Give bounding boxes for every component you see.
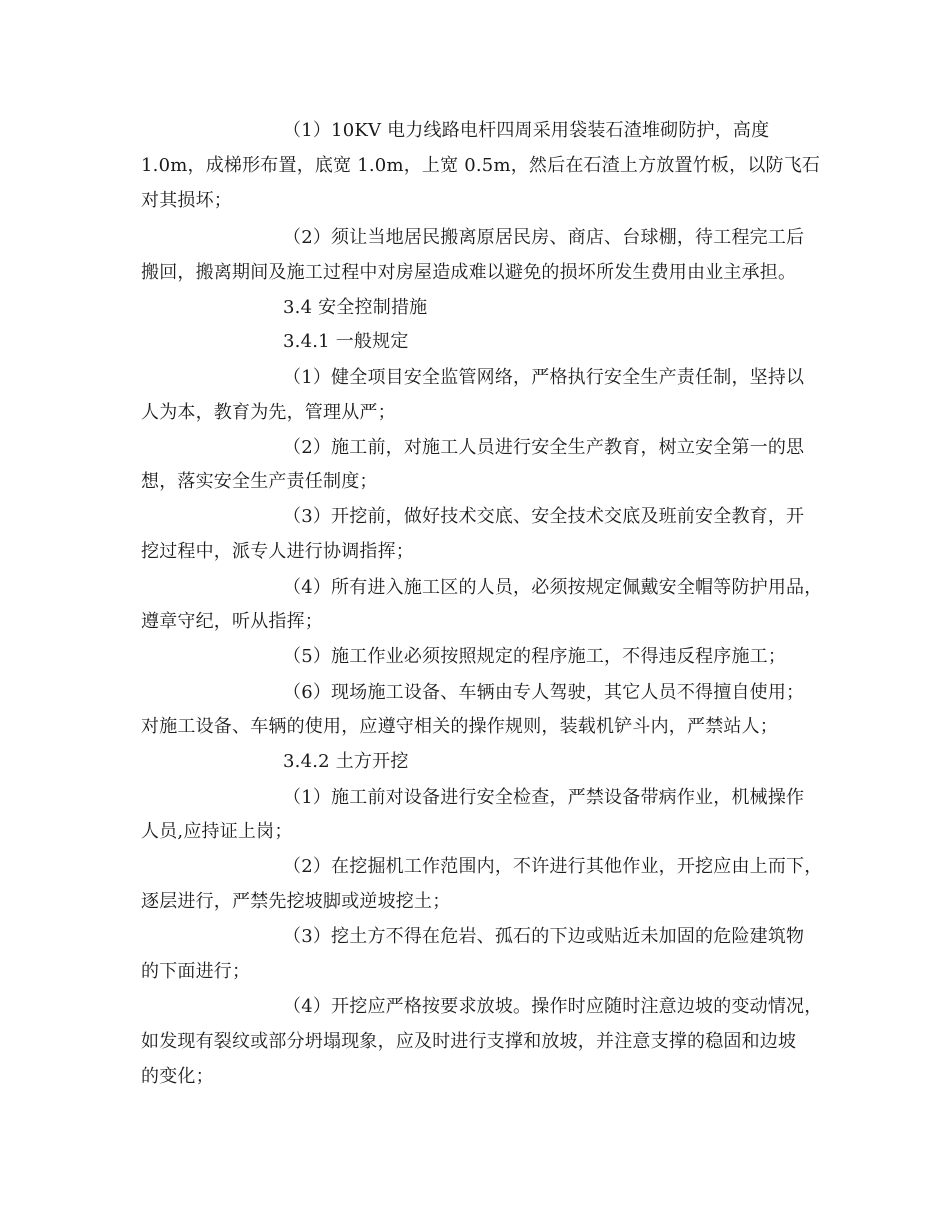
para-protection-item-2-line-2: 搬回，搬离期间及施工过程中对房屋造成难以避免的损坏所发生费用由业主承担。 — [141, 262, 797, 283]
excavation-item-3-line-1: （3）挖土方不得在危岩、孤石的下边或贴近未加固的危险建筑物 — [283, 926, 805, 947]
general-item-3-line-1: （3）开挖前，做好技术交底、安全技术交底及班前安全教育，开 — [283, 506, 805, 527]
excavation-item-1-line-1: （1）施工前对设备进行安全检查，严禁设备带病作业，机械操作 — [283, 787, 805, 808]
excavation-item-2-line-1: （2）在挖掘机工作范围内，不许进行其他作业，开挖应由上而下， — [283, 856, 823, 877]
excavation-item-4-line-2: 如发现有裂纹或部分坍塌现象，应及时进行支撑和放坡，并注意支撑的稳固和边坡 — [141, 1031, 797, 1052]
general-item-6-line-2: 对施工设备、车辆的使用，应遵守相关的操作规则，装载机铲斗内，严禁站人； — [141, 716, 778, 737]
general-item-2-line-1: （2）施工前，对施工人员进行安全生产教育，树立安全第一的思 — [283, 437, 805, 458]
para-protection-item-1-line-2: 1.0m，成梯形布置，底宽 1.0m，上宽 0.5m，然后在石渣上方放置竹板，以防飞石 — [141, 155, 821, 176]
general-item-3-line-2: 挖过程中，派专人进行协调指挥； — [141, 541, 414, 562]
para-protection-item-2-line-1: （2）须让当地居民搬离原居民房、商店、台球棚，待工程完工后 — [283, 227, 805, 248]
general-item-4-line-2: 遵章守纪，听从指挥； — [141, 611, 323, 632]
section-heading-3-4: 3.4 安全控制措施 — [283, 297, 428, 318]
excavation-item-2-line-2: 逐层进行，严禁先挖坡脚或逆坡挖土； — [141, 891, 451, 912]
para-protection-item-1-line-1: （1）10KV 电力线路电杆四周采用袋装石渣堆砌防护，高度 — [283, 120, 770, 141]
general-item-1-line-2: 人为本，教育为先，管理从严； — [141, 402, 396, 423]
excavation-item-4-line-1: （4）开挖应严格按要求放坡。操作时应随时注意边坡的变动情况， — [283, 996, 823, 1017]
section-heading-3-4-2: 3.4.2 土方开挖 — [283, 751, 409, 772]
general-item-2-line-2: 想，落实安全生产责任制度； — [141, 471, 378, 492]
general-item-4-line-1: （4）所有进入施工区的人员，必须按规定佩戴安全帽等防护用品， — [283, 577, 823, 598]
general-item-6-line-1: （6）现场施工设备、车辆由专人驾驶，其它人员不得擅自使用； — [283, 682, 805, 703]
excavation-item-4-line-3: 的变化； — [141, 1066, 214, 1087]
general-item-1-line-1: （1）健全项目安全监管网络，严格执行安全生产责任制，坚持以 — [283, 367, 805, 388]
excavation-item-3-line-2: 的下面进行； — [141, 961, 251, 982]
section-heading-3-4-1: 3.4.1 一般规定 — [283, 331, 409, 352]
excavation-item-1-line-2: 人员,应持证上岗； — [141, 821, 293, 842]
para-protection-item-1-line-3: 对其损坏； — [141, 190, 232, 211]
general-item-5-line-1: （5）施工作业必须按照规定的程序施工，不得违反程序施工； — [283, 646, 787, 667]
